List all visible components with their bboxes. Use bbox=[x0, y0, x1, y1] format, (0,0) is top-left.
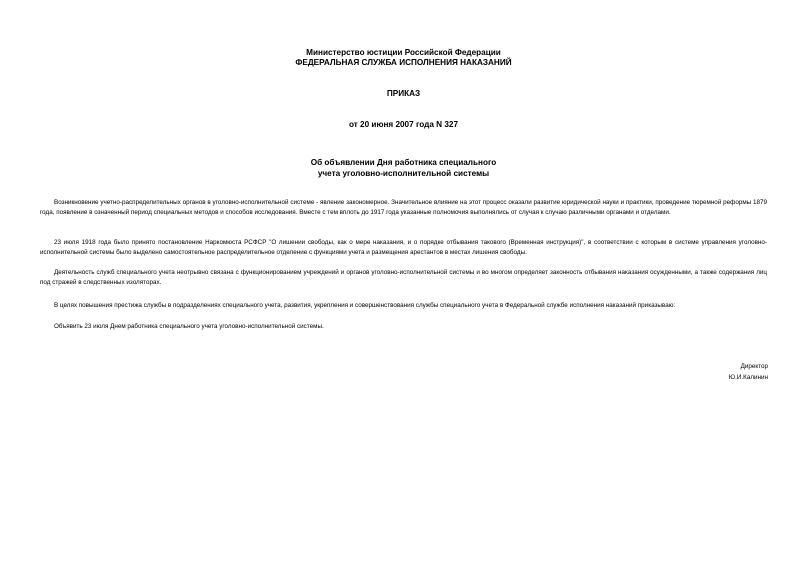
document-title-line-1: Об объявлении Дня работника специального bbox=[310, 158, 497, 167]
document-date-number: от 20 июня 2007 года N 327 bbox=[348, 120, 459, 129]
service-name: ФЕДЕРАЛЬНАЯ СЛУЖБА ИСПОЛНЕНИЯ НАКАЗАНИЙ bbox=[295, 58, 512, 67]
document-title-line-2: учета уголовно-исполнительной системы bbox=[317, 169, 490, 178]
document-type: ПРИКАЗ bbox=[386, 89, 421, 98]
paragraph-decree-1918: 23 июля 1918 года было принято постановление Наркомюста РСФСР "О лишении свободы, как о мере наказания, и о порядке отбывания такового (Временная инструкция)", в соответствии с которым в системе управления уголовно-исполнительной системы было выделено самостоятельное распределительное отделение с функциями учета и размещения арестантов в местах лишения свободы. bbox=[40, 239, 767, 256]
signature-name: Ю.И.Калинин bbox=[728, 374, 768, 381]
signature-position: Директор bbox=[740, 363, 768, 370]
paragraph-order-intro: В целях повышения престижа службы в подразделениях специального учета, развития, укрепления и совершенствования службы специального учета в Федеральной службе исполнения наказаний приказываю: bbox=[54, 302, 676, 309]
paragraph-history: Возникновение учетно-распределительных органов в уголовно-исполнительной системе - явление закономерное. Значительное влияние на этот процесс оказали развитие юридической науки и практики, проведение тюремной реформы 1879 года, появление в означенный период специальных методов и способов исследования. Вместе с тем вплоть до 1917 года указанные полномочия выполнялись от случая к случаю различными органами и отделами. bbox=[40, 199, 767, 216]
ministry-name: Министерство юстиции Российской Федерации bbox=[306, 48, 501, 57]
paragraph-order-clause: Объявить 23 июля Днем работника специального учета уголовно-исполнительной системы. bbox=[54, 323, 324, 330]
paragraph-service-activity: Деятельность служб специального учета неотрывно связана с функционированием учреждений и органов уголовно-исполнительной системы и во многом определяет законность отбывания наказания осужденными, а также содержания лиц под стражей в следственных изоляторах. bbox=[40, 269, 767, 286]
